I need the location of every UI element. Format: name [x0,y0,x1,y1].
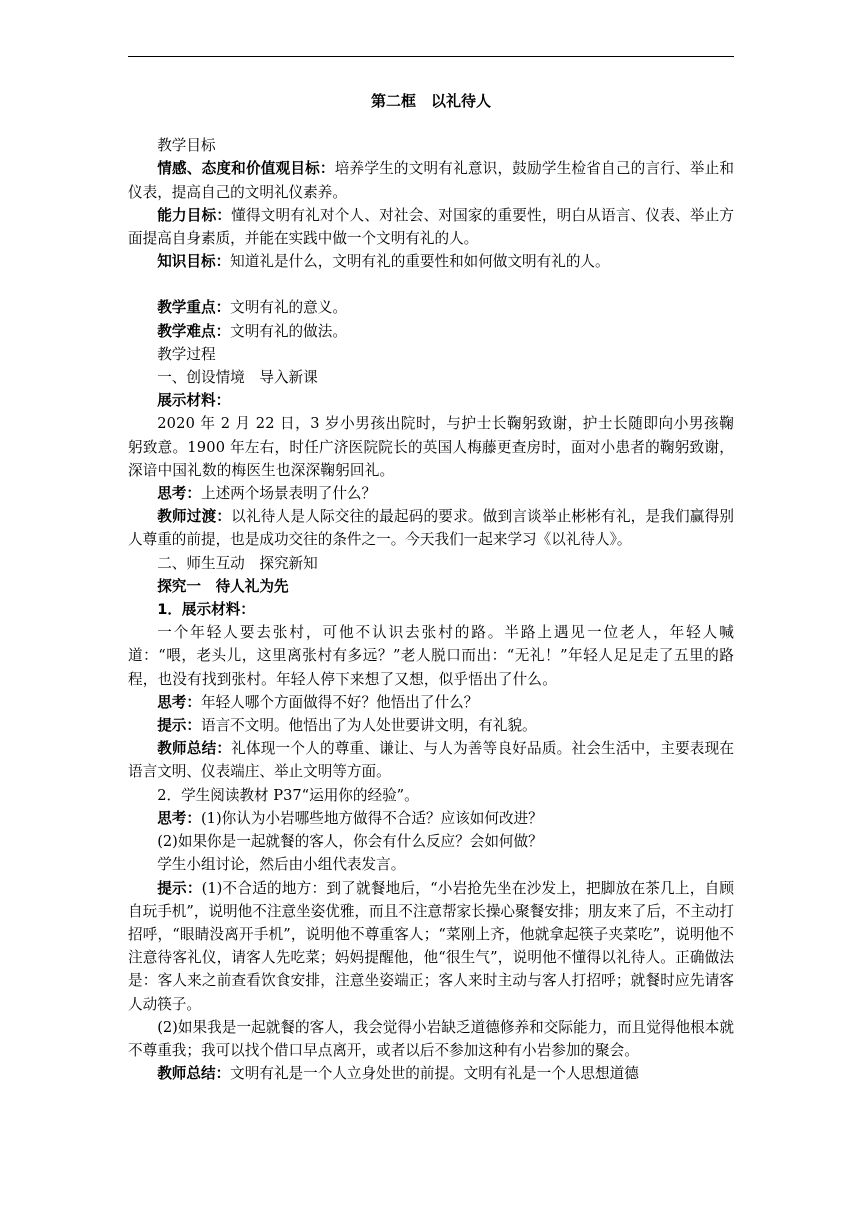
transition-label: 教师过渡： [157,508,232,526]
objective-text: 知道礼是什么，文明有礼的重要性和如何做文明有礼的人。 [230,253,610,271]
think-2 [128,691,734,714]
item-2: 2．学生阅读教材 P37“运用你的经验”。 [157,786,419,804]
process-heading: 教学过程 [157,345,216,363]
summary-label: 教师总结： [157,1065,231,1083]
teacher-summary-1 [128,737,734,783]
transition-text: 以礼待人是人际交往的最起码的要求。做到言谈举止彬彬有礼，是我们赢得别人尊重的前提，也是成功交往的条件之一。今天我们一起来学习《以礼待人》。 [128,508,734,549]
header-rule [128,56,734,57]
teacher-transition [128,505,734,551]
think-text: 年轻人哪个方面做得不好？他悟出了什么？ [200,693,479,711]
difficulty [128,320,734,343]
section-heading-1: 一、创设情境 导入新课 [157,369,318,387]
section-heading-2: 二、师生互动 探究新知 [157,554,318,572]
objective-ability [128,204,734,250]
objective-emotion [128,157,734,203]
think-1 [128,482,734,505]
key-point-text: 文明有礼的意义。 [230,299,347,317]
hint-label: 提示： [157,717,201,735]
material-label: 展示材料： [157,392,231,410]
explore-heading-1: 探究一 待人礼为先 [157,577,289,595]
think-3b: (2)如果你是一起就餐的客人，你会有什么反应？会如何做？ [157,833,543,851]
group-discussion: 学生小组讨论，然后由小组代表发言。 [157,856,406,874]
hint-label: 提示： [157,879,202,897]
key-point-label: 教学重点： [157,299,231,317]
item-1-label [128,598,734,621]
summary-text: 礼体现一个人的尊重、谦让、与人为善等良好品质。社会生活中，主要表现在语言文明、仪表端庄、举止文明等方面。 [128,740,734,781]
think-label: 思考： [157,809,201,827]
difficulty-text: 文明有礼的做法。 [230,322,347,340]
teacher-summary-2 [128,1062,734,1085]
objectives-heading: 教学目标 [157,137,216,155]
material-text: 2020 年 2 月 22 日，3 岁小男孩出院时，与护士长鞠躬致谢，护士长随即向小男孩鞠躬致意。1900 年左右，时任广济医院院长的英国人梅藤更查房时，面对小患者的鞠躬致谢，深谙中国礼数的梅医生也深深鞠躬回礼。 [128,415,734,479]
summary-label: 教师总结： [157,740,232,758]
think-text: (1)你认为小岩哪些地方做得不合适？应该如何改进？ [200,809,543,827]
difficulty-label: 教学难点： [157,322,231,340]
think-text: 上述两个场景表明了什么？ [200,485,377,503]
hint-text: (1)不合适的地方：到了就餐地后，“小岩抢先坐在沙发上，把脚放在茶几上，自顾自玩手机”，说明他不注意坐姿优雅，而且不注意帮家长操心聚餐安排；朋友来了后，不主动打招呼，“眼睛没离开手机”，说明他不尊重客人；“菜刚上齐，他就拿起筷子夹菜吃”，说明他不注意待客礼仪，请客人先吃菜；妈妈提醒他，他“很生气”，说明他不懂得以礼待人。正确做法是：客人来之前查看饮食安排，注意坐姿端正；客人来时主动与客人打招呼；就餐时应先请客人动筷子。 [128,879,734,1013]
summary-text: 文明有礼是一个人立身处世的前提。文明有礼是一个人思想道德 [230,1065,639,1083]
objective-knowledge [128,250,734,273]
objective-label: 知识目标： [157,253,231,271]
think-label: 思考： [157,693,201,711]
objective-text: 培养学生的文明有礼意识，鼓励学生检省自己的言行、举止和仪表，提高自己的文明礼仪素养。 [128,160,734,201]
objective-label: 能力目标： [157,206,232,224]
hint-1 [128,714,734,737]
story-text: 一个年轻人要去张村，可他不认识去张村的路。半路上遇见一位老人，年轻人喊道：“喂，老头儿，这里离张村有多远？”老人脱口而出：“无礼！”年轻人足足走了五里的路程，也没有找到张村。年轻人停下来想了又想，似乎悟出了什么。 [128,624,734,688]
key-point [128,296,734,319]
hint-text: 语言不文明。他悟出了为人处世要讲文明，有礼貌。 [200,717,537,735]
hint-2 [128,877,734,1016]
objective-text: 懂得文明有礼对个人、对社会、对国家的重要性，明白从语言、仪表、举止方面提高自身素质，并能在实践中做一个文明有礼的人。 [128,206,734,248]
document-body [128,90,734,1085]
think-label: 思考： [157,485,201,503]
spacer [128,273,734,296]
think-3 [128,807,734,830]
page-title: 第二框 以礼待人 [370,92,491,110]
hint-2b: (2)如果我是一起就餐的客人，我会觉得小岩缺乏道德修养和交际能力，而且觉得他根本就不尊重我；我可以找个借口早点离开，或者以后不参加这种有小岩参加的聚会。 [128,1018,734,1059]
objective-label: 情感、态度和价值观目标： [157,160,335,178]
item-label: 1．展示材料： [157,601,255,619]
